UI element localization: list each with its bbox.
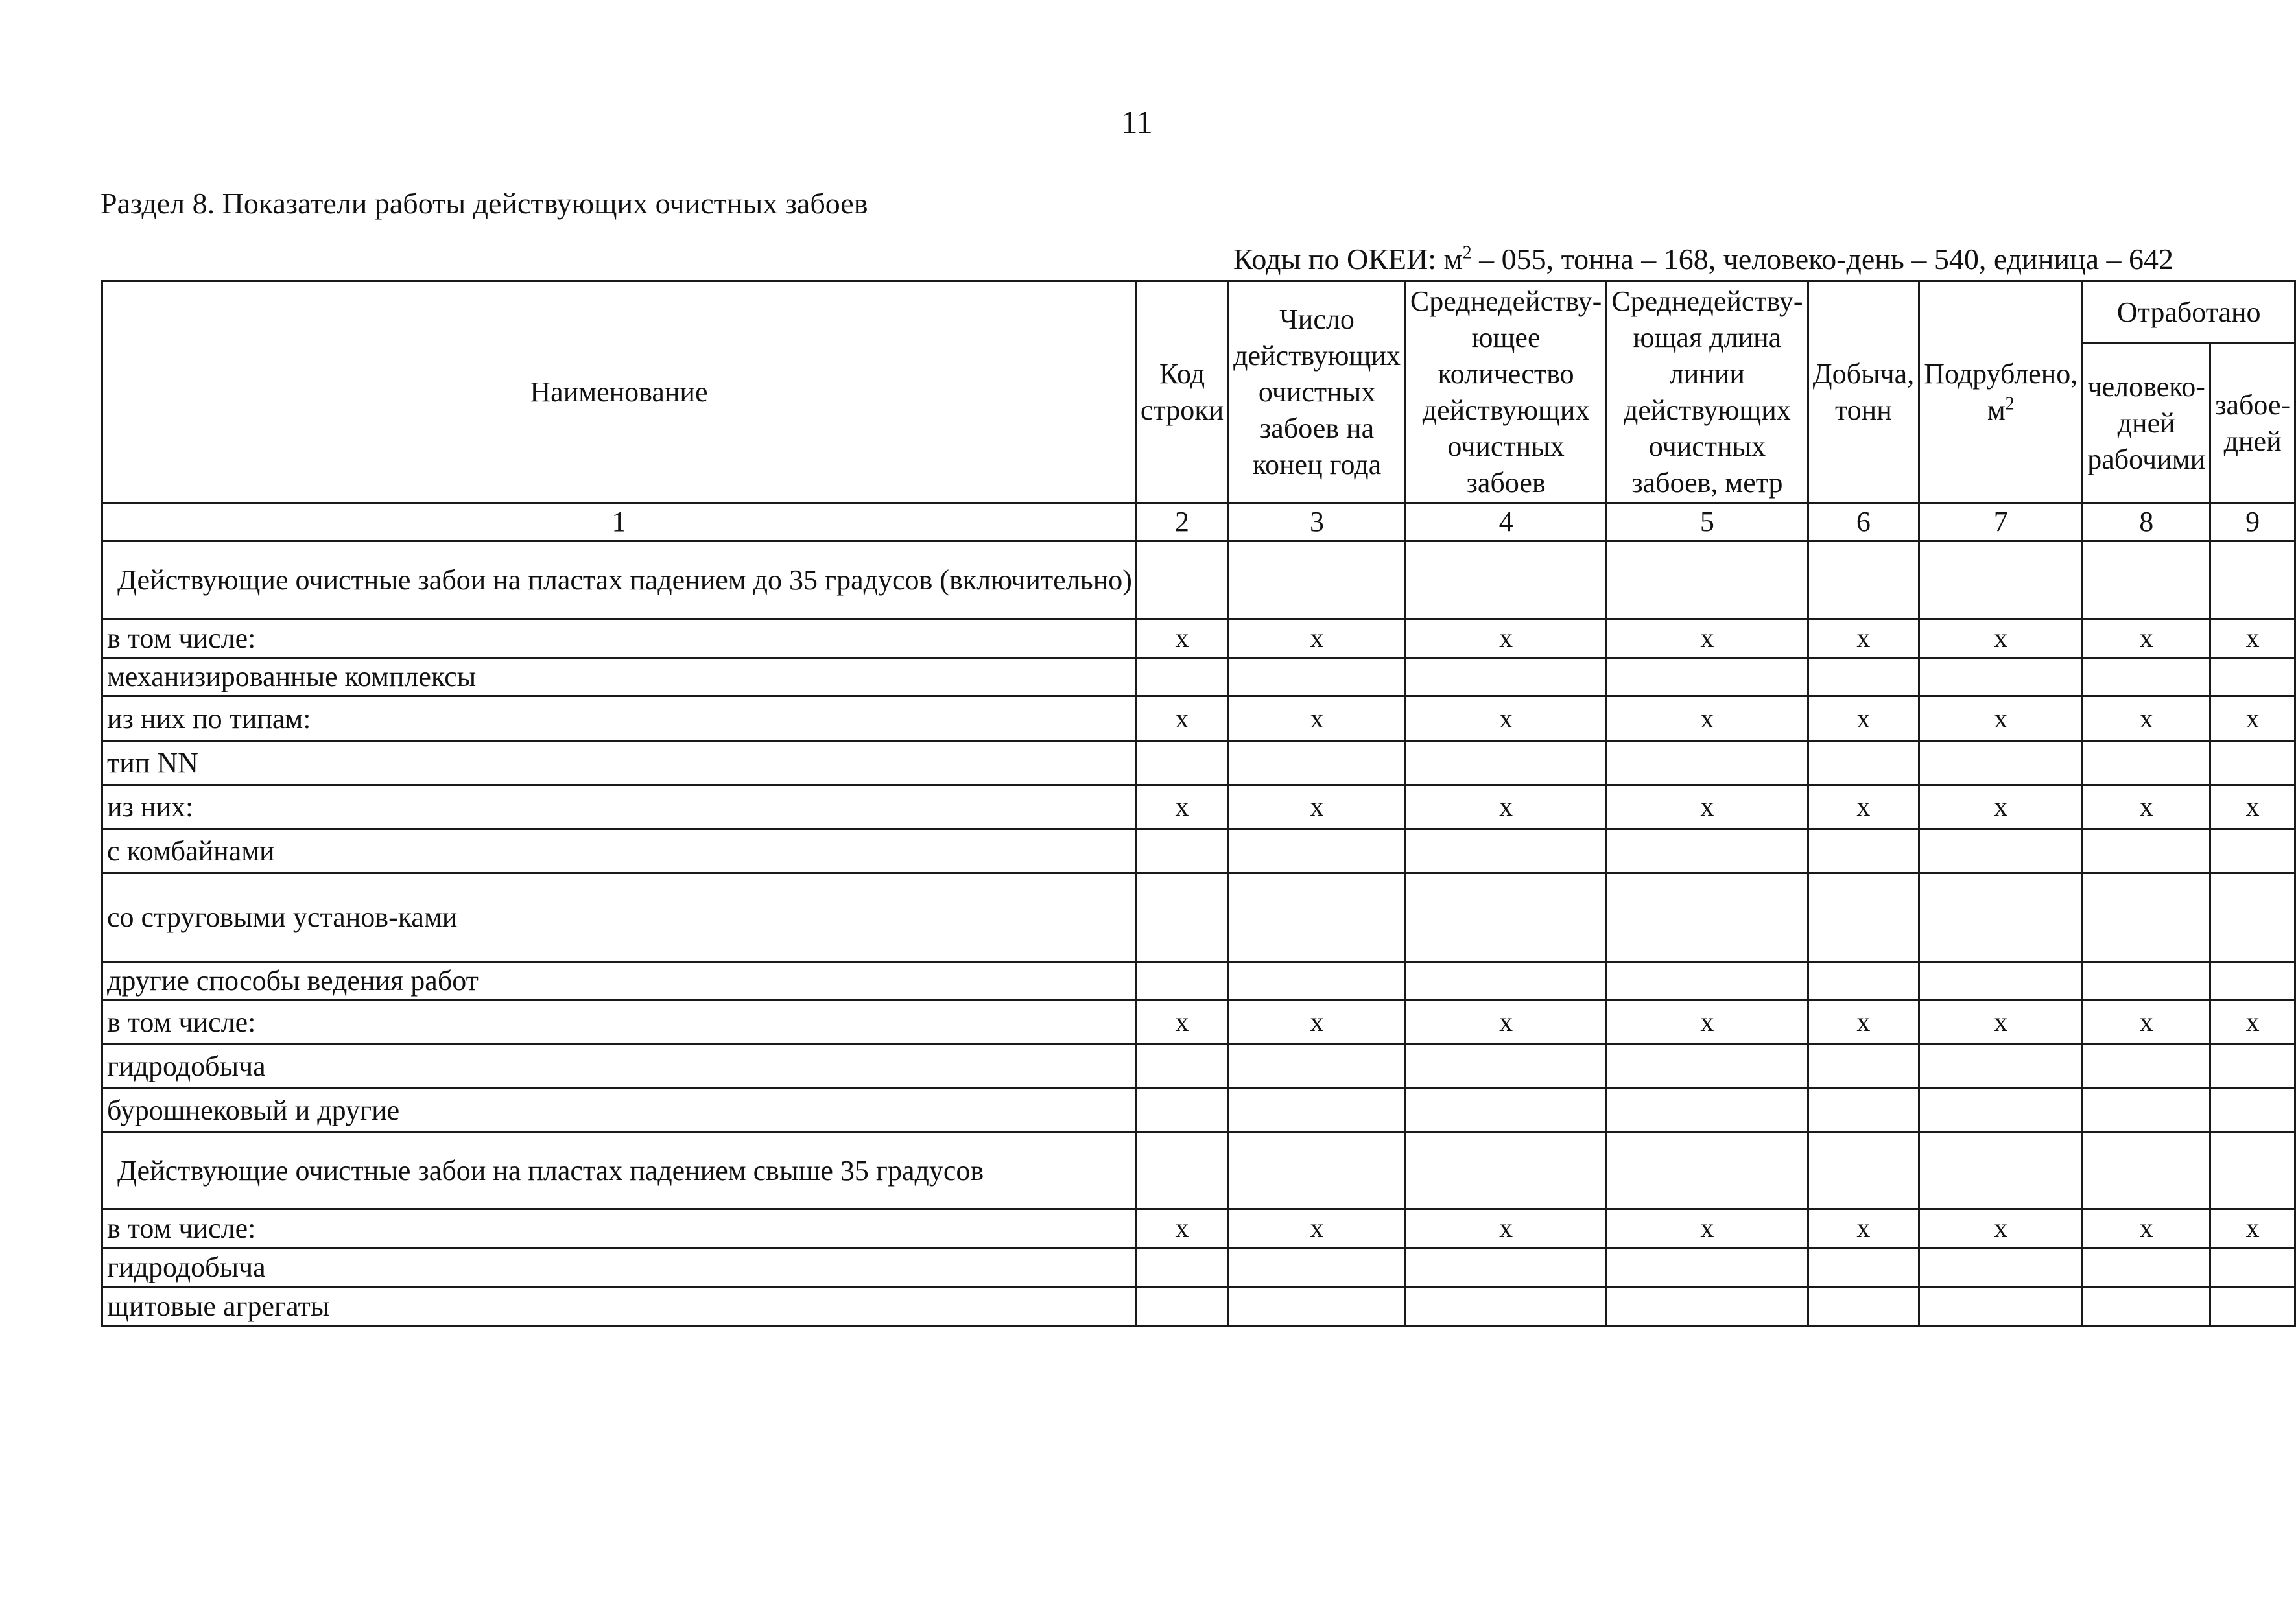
data-cell[interactable] bbox=[1229, 1089, 1406, 1133]
table-row bbox=[102, 696, 2295, 742]
table-row bbox=[102, 619, 2295, 658]
data-cell[interactable] bbox=[1405, 658, 1606, 696]
code-cell[interactable] bbox=[1135, 873, 1228, 962]
data-cell[interactable] bbox=[1405, 742, 1606, 785]
x-mark: х bbox=[1919, 785, 2083, 829]
data-cell[interactable] bbox=[2210, 742, 2295, 785]
table-row bbox=[102, 1045, 2295, 1089]
x-mark: х bbox=[1919, 619, 2083, 658]
x-mark: х bbox=[2210, 1000, 2295, 1045]
x-mark: х bbox=[2083, 696, 2210, 742]
data-cell[interactable] bbox=[2083, 1045, 2210, 1089]
data-cell[interactable] bbox=[1405, 541, 1606, 619]
data-cell[interactable] bbox=[1919, 829, 2083, 873]
col-number: 8 bbox=[2083, 503, 2210, 541]
data-cell[interactable] bbox=[2083, 1248, 2210, 1287]
col-number: 2 bbox=[1135, 503, 1228, 541]
row-label: в том числе: bbox=[102, 1209, 1136, 1248]
x-mark: х bbox=[1919, 1000, 2083, 1045]
x-mark: х bbox=[1135, 696, 1228, 742]
table-row bbox=[102, 658, 2295, 696]
code-cell[interactable] bbox=[1135, 541, 1228, 619]
col-number: 5 bbox=[1607, 503, 1808, 541]
row-label: в том числе: bbox=[102, 619, 1136, 658]
data-cell[interactable] bbox=[2083, 873, 2210, 962]
data-cell[interactable] bbox=[1808, 1133, 1919, 1209]
header-worked: Отработано bbox=[2083, 281, 2295, 344]
row-label: Действующие очистные забои на пластах падением свыше 35 градусов bbox=[102, 1133, 1136, 1209]
x-mark: х bbox=[1808, 619, 1919, 658]
x-mark: х bbox=[1229, 696, 1406, 742]
col-number: 3 bbox=[1229, 503, 1406, 541]
table-row bbox=[102, 1287, 2295, 1326]
code-cell[interactable] bbox=[1135, 1089, 1228, 1133]
data-cell[interactable] bbox=[2083, 1133, 2210, 1209]
row-label: другие способы ведения работ bbox=[102, 962, 1136, 1000]
code-cell[interactable] bbox=[1135, 658, 1228, 696]
data-cell[interactable] bbox=[1808, 658, 1919, 696]
data-cell[interactable] bbox=[1607, 873, 1808, 962]
row-label: Действующие очистные забои на пластах падением до 35 градусов (включительно) bbox=[102, 541, 1136, 619]
x-mark: х bbox=[1607, 785, 1808, 829]
x-mark: х bbox=[1405, 696, 1606, 742]
data-cell[interactable] bbox=[2083, 742, 2210, 785]
data-cell[interactable] bbox=[1607, 1133, 1808, 1209]
data-cell[interactable] bbox=[1405, 1287, 1606, 1326]
header-col9: забое-дней bbox=[2210, 344, 2295, 503]
x-mark: х bbox=[1607, 619, 1808, 658]
col-number: 7 bbox=[1919, 503, 2083, 541]
row-label: гидродобыча bbox=[102, 1045, 1136, 1089]
x-mark: х bbox=[1405, 1000, 1606, 1045]
x-mark: х bbox=[1808, 1000, 1919, 1045]
data-cell[interactable] bbox=[1808, 541, 1919, 619]
row-label: тип NN bbox=[102, 742, 1136, 785]
data-cell[interactable] bbox=[2210, 1045, 2295, 1089]
header-col7 bbox=[1919, 281, 2083, 503]
x-mark: х bbox=[1919, 696, 2083, 742]
col-number: 6 bbox=[1808, 503, 1919, 541]
okei-rest: – 055, тонна – 168, человеко-день – 540, единица – 642 bbox=[1471, 242, 2173, 276]
table-row bbox=[102, 785, 2295, 829]
x-mark: х bbox=[1808, 785, 1919, 829]
code-cell[interactable] bbox=[1135, 962, 1228, 1000]
data-cell[interactable] bbox=[1919, 1045, 2083, 1089]
x-mark: х bbox=[1229, 619, 1406, 658]
page-number: 11 bbox=[1121, 104, 1153, 140]
code-cell[interactable] bbox=[1135, 1248, 1228, 1287]
row-label: механизированные комплексы bbox=[102, 658, 1136, 696]
x-mark: х bbox=[1607, 1000, 1808, 1045]
data-cell[interactable] bbox=[1808, 1248, 1919, 1287]
table-row bbox=[102, 1248, 2295, 1287]
code-cell[interactable] bbox=[1135, 1287, 1228, 1326]
data-cell[interactable] bbox=[2210, 962, 2295, 1000]
x-mark: х bbox=[2210, 785, 2295, 829]
data-cell[interactable] bbox=[1808, 1287, 1919, 1326]
table-row bbox=[102, 829, 2295, 873]
x-mark: х bbox=[1135, 619, 1228, 658]
x-mark: х bbox=[1135, 1209, 1228, 1248]
data-cell[interactable] bbox=[2210, 1287, 2295, 1326]
row-label: в том числе: bbox=[102, 1000, 1136, 1045]
table-row bbox=[102, 1089, 2295, 1133]
table-row bbox=[102, 873, 2295, 962]
header-col5: Среднедейству-ющая длина линии действующих очистных забоев, метр bbox=[1607, 281, 1808, 503]
table-row bbox=[102, 962, 2295, 1000]
data-cell[interactable] bbox=[1607, 829, 1808, 873]
data-cell[interactable] bbox=[2210, 541, 2295, 619]
form-table bbox=[101, 280, 2296, 1327]
header-col6: Добыча, тонн bbox=[1808, 281, 1919, 503]
data-cell[interactable] bbox=[2083, 541, 2210, 619]
data-cell[interactable] bbox=[1229, 1287, 1406, 1326]
x-mark: х bbox=[1607, 696, 1808, 742]
data-cell[interactable] bbox=[1808, 742, 1919, 785]
okei-prefix: Коды по ОКЕИ: м bbox=[1233, 242, 1463, 276]
data-cell[interactable] bbox=[1405, 829, 1606, 873]
header-col3: Число действующих очистных забоев на конец года bbox=[1229, 281, 1406, 503]
data-cell[interactable] bbox=[1919, 962, 2083, 1000]
header-col4: Среднедейству-ющее количество действующих очистных забоев bbox=[1405, 281, 1606, 503]
header-code: Код строки bbox=[1135, 281, 1228, 503]
data-cell[interactable] bbox=[1405, 962, 1606, 1000]
data-cell[interactable] bbox=[1607, 1089, 1808, 1133]
data-cell[interactable] bbox=[2210, 1133, 2295, 1209]
okei-sup: 2 bbox=[1462, 242, 1472, 263]
table-row bbox=[102, 1209, 2295, 1248]
data-cell[interactable] bbox=[2083, 1287, 2210, 1326]
row-label: щитовые агрегаты bbox=[102, 1287, 1136, 1326]
data-cell[interactable] bbox=[1607, 742, 1808, 785]
table-row bbox=[102, 1000, 2295, 1045]
data-cell[interactable] bbox=[1607, 1287, 1808, 1326]
data-cell[interactable] bbox=[1229, 541, 1406, 619]
data-cell[interactable] bbox=[1808, 873, 1919, 962]
data-cell[interactable] bbox=[1229, 1248, 1406, 1287]
col-number: 9 bbox=[2210, 503, 2295, 541]
data-cell[interactable] bbox=[1607, 541, 1808, 619]
code-cell[interactable] bbox=[1135, 1045, 1228, 1089]
header-col8: человеко-дней рабочими bbox=[2083, 344, 2210, 503]
data-cell[interactable] bbox=[1229, 962, 1406, 1000]
x-mark: х bbox=[2210, 619, 2295, 658]
data-cell[interactable] bbox=[1607, 1248, 1808, 1287]
data-cell[interactable] bbox=[1229, 1133, 1406, 1209]
x-mark: х bbox=[1229, 1209, 1406, 1248]
x-mark: х bbox=[1919, 1209, 2083, 1248]
okei-codes bbox=[1233, 241, 2173, 278]
table-row bbox=[102, 1133, 2295, 1209]
data-cell[interactable] bbox=[2083, 829, 2210, 873]
data-cell[interactable] bbox=[2083, 1089, 2210, 1133]
data-cell[interactable] bbox=[1229, 742, 1406, 785]
data-cell[interactable] bbox=[1919, 873, 2083, 962]
x-mark: х bbox=[2083, 785, 2210, 829]
header-name: Наименование bbox=[102, 281, 1136, 503]
data-cell[interactable] bbox=[1808, 1089, 1919, 1133]
data-cell[interactable] bbox=[1405, 873, 1606, 962]
table-row bbox=[102, 742, 2295, 785]
x-mark: х bbox=[1229, 1000, 1406, 1045]
col-number: 1 bbox=[102, 503, 1136, 541]
data-cell[interactable] bbox=[2083, 658, 2210, 696]
data-cell[interactable] bbox=[2210, 1248, 2295, 1287]
row-label: с комбайнами bbox=[102, 829, 1136, 873]
x-mark: х bbox=[1405, 619, 1606, 658]
x-mark: х bbox=[1808, 1209, 1919, 1248]
code-cell[interactable] bbox=[1135, 742, 1228, 785]
data-cell[interactable] bbox=[1919, 1248, 2083, 1287]
table-row bbox=[102, 541, 2295, 619]
data-cell[interactable] bbox=[2210, 829, 2295, 873]
data-cell[interactable] bbox=[1607, 658, 1808, 696]
x-mark: х bbox=[1135, 1000, 1228, 1045]
data-cell[interactable] bbox=[1607, 1045, 1808, 1089]
x-mark: х bbox=[1135, 785, 1228, 829]
x-mark: х bbox=[2083, 1000, 2210, 1045]
row-label: из них: bbox=[102, 785, 1136, 829]
row-label: бурошнековый и другие bbox=[102, 1089, 1136, 1133]
x-mark: х bbox=[2210, 1209, 2295, 1248]
data-cell[interactable] bbox=[1229, 873, 1406, 962]
col-number: 4 bbox=[1405, 503, 1606, 541]
data-cell[interactable] bbox=[1919, 1089, 2083, 1133]
row-label: со струговыми установ-ками bbox=[102, 873, 1136, 962]
data-cell[interactable] bbox=[2083, 962, 2210, 1000]
data-cell[interactable] bbox=[2210, 873, 2295, 962]
data-cell[interactable] bbox=[1405, 1133, 1606, 1209]
row-label: из них по типам: bbox=[102, 696, 1136, 742]
x-mark: х bbox=[1405, 1209, 1606, 1248]
x-mark: х bbox=[1405, 785, 1606, 829]
x-mark: х bbox=[2083, 1209, 2210, 1248]
data-cell[interactable] bbox=[1808, 962, 1919, 1000]
code-cell[interactable] bbox=[1135, 1133, 1228, 1209]
data-cell[interactable] bbox=[1808, 1045, 1919, 1089]
data-cell[interactable] bbox=[1919, 1287, 2083, 1326]
data-cell[interactable] bbox=[2210, 658, 2295, 696]
data-cell[interactable] bbox=[1405, 1045, 1606, 1089]
data-cell[interactable] bbox=[1229, 829, 1406, 873]
x-mark: х bbox=[1607, 1209, 1808, 1248]
x-mark: х bbox=[2083, 619, 2210, 658]
x-mark: х bbox=[2210, 696, 2295, 742]
data-cell[interactable] bbox=[2210, 1089, 2295, 1133]
row-label: гидродобыча bbox=[102, 1248, 1136, 1287]
column-numbers-row bbox=[102, 503, 2295, 541]
data-cell[interactable] bbox=[1405, 1248, 1606, 1287]
code-cell[interactable] bbox=[1135, 829, 1228, 873]
data-cell[interactable] bbox=[1919, 658, 2083, 696]
data-cell[interactable] bbox=[1229, 658, 1406, 696]
header-col7-text: Подрублено, м bbox=[1924, 357, 2078, 426]
data-cell[interactable] bbox=[1919, 1133, 2083, 1209]
data-cell[interactable] bbox=[1808, 829, 1919, 873]
header-col7-sup: 2 bbox=[2005, 393, 2015, 414]
section-title: Раздел 8. Показатели работы действующих очистных забоев bbox=[101, 187, 868, 220]
data-cell[interactable] bbox=[1405, 1089, 1606, 1133]
data-cell[interactable] bbox=[1919, 742, 2083, 785]
data-cell[interactable] bbox=[1229, 1045, 1406, 1089]
data-cell[interactable] bbox=[1607, 962, 1808, 1000]
x-mark: х bbox=[1808, 696, 1919, 742]
x-mark: х bbox=[1229, 785, 1406, 829]
data-cell[interactable] bbox=[1919, 541, 2083, 619]
